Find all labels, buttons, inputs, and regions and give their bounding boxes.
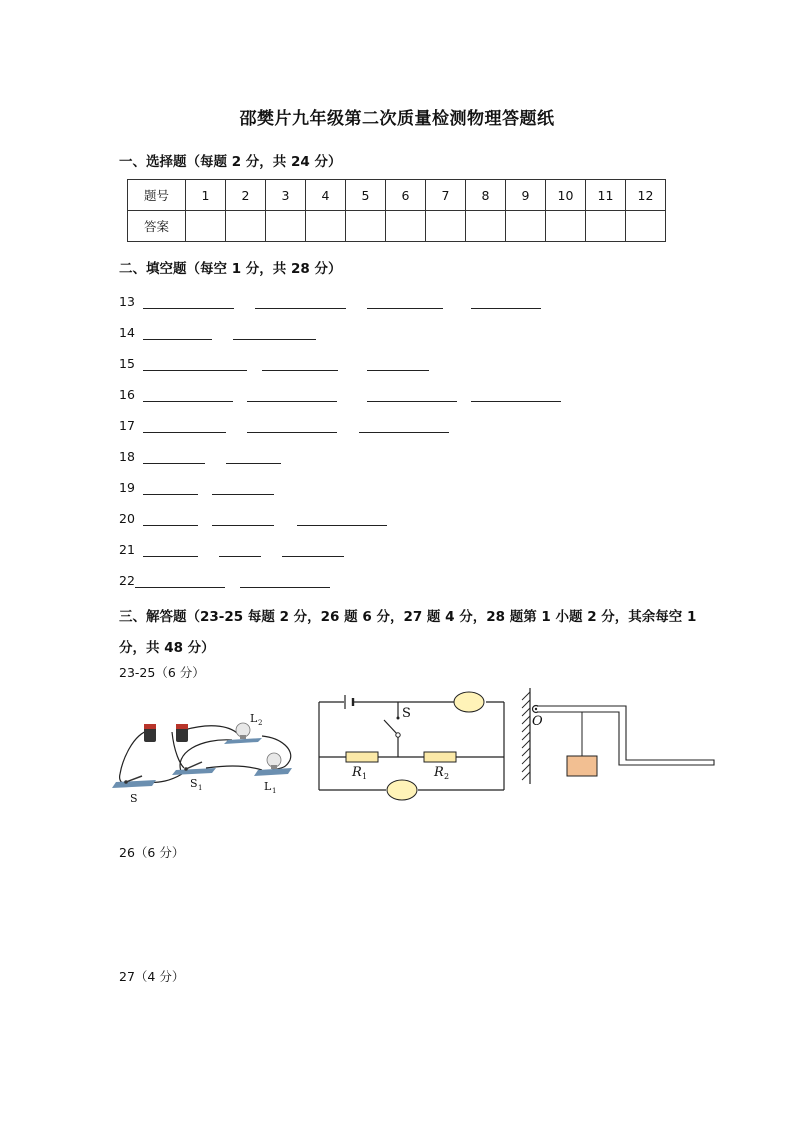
fill-blank[interactable] — [219, 556, 261, 557]
question-number: 21 — [119, 542, 135, 557]
fill-blank[interactable] — [367, 401, 457, 402]
label-l1: L — [264, 780, 272, 793]
fill-blank[interactable] — [212, 525, 274, 526]
resistor-r2-icon — [424, 752, 456, 762]
label-switch-s: S — [402, 706, 411, 721]
table-row-numbers — [128, 180, 666, 211]
fill-blank[interactable] — [367, 370, 429, 371]
bent-rod — [538, 706, 714, 765]
question-26-label: 26（6 分） — [119, 845, 185, 860]
fill-blank[interactable] — [367, 308, 443, 309]
table-cell-number: 6 — [386, 180, 426, 211]
table-cell-number: 10 — [546, 180, 586, 211]
fill-blank[interactable] — [143, 401, 233, 402]
fill-blank[interactable] — [143, 525, 198, 526]
answer-cell[interactable] — [306, 211, 346, 242]
fill-blank[interactable] — [143, 463, 205, 464]
label-l1-subscript: 1 — [272, 787, 277, 795]
answer-cell[interactable] — [226, 211, 266, 242]
fill-blank[interactable] — [143, 308, 234, 309]
answer-cell[interactable] — [386, 211, 426, 242]
table-cell-number: 3 — [266, 180, 306, 211]
label-s1: S — [190, 777, 198, 790]
switch-pivot-icon — [397, 717, 400, 720]
fill-blank[interactable] — [282, 556, 344, 557]
battery-symbol-icon — [345, 695, 353, 709]
answer-cell[interactable] — [426, 211, 466, 242]
switch-s1-icon — [172, 762, 216, 775]
question-number: 13 — [119, 294, 135, 309]
table-cell-number: 9 — [506, 180, 546, 211]
section-fill-heading: 二、填空题（每空 1 分，共 28 分） — [119, 261, 342, 277]
question-number: 14 — [119, 325, 135, 340]
battery-icon — [176, 724, 188, 742]
section-solve-heading-line2: 分，共 48 分） — [119, 640, 215, 656]
question-number: 22 — [119, 573, 135, 588]
answer-table — [127, 179, 666, 242]
meter-bottom-icon — [387, 780, 417, 800]
table-cell-number: 8 — [466, 180, 506, 211]
fill-blank[interactable] — [262, 370, 338, 371]
label-r1: R — [352, 765, 362, 780]
label-s1-subscript: 1 — [198, 784, 203, 792]
fill-blank[interactable] — [247, 401, 337, 402]
question-number: 15 — [119, 356, 135, 371]
answer-cell[interactable] — [586, 211, 626, 242]
fill-blank[interactable] — [233, 339, 316, 340]
question-number: 19 — [119, 480, 135, 495]
bulb-l2-icon — [224, 723, 262, 744]
answer-cell[interactable] — [186, 211, 226, 242]
answer-cell[interactable] — [346, 211, 386, 242]
fill-blank[interactable] — [247, 432, 337, 433]
fill-blank[interactable] — [143, 432, 226, 433]
lever-diagram-figure — [516, 688, 720, 788]
section-solve-heading-line1: 三、解答题（23-25 每题 2 分，26 题 6 分，27 题 4 分，28 题第 1 小题 2 分，其余每空 1 — [119, 609, 697, 625]
switch-contact-icon — [396, 733, 400, 737]
question-23-25-label: 23-25（6 分） — [119, 665, 205, 680]
fill-blank[interactable] — [297, 525, 387, 526]
label-r2-subscript: 2 — [444, 772, 450, 781]
hanging-weight — [567, 756, 597, 776]
fill-blank[interactable] — [240, 587, 330, 588]
fill-blank[interactable] — [143, 339, 212, 340]
fill-blank[interactable] — [212, 494, 274, 495]
meter-top-icon — [454, 692, 484, 712]
table-cell-number: 12 — [626, 180, 666, 211]
question-number: 20 — [119, 511, 135, 526]
fill-blank[interactable] — [143, 494, 198, 495]
page-title: 邵樊片九年级第二次质量检测物理答题纸 — [239, 109, 555, 129]
fill-blank[interactable] — [471, 401, 561, 402]
table-cell-number: 11 — [586, 180, 626, 211]
wall-hatch — [522, 692, 530, 780]
label-l2-subscript: 2 — [258, 719, 263, 727]
fill-blank[interactable] — [471, 308, 541, 309]
label-r2: R — [434, 765, 444, 780]
fill-blank[interactable] — [226, 463, 281, 464]
answer-cell[interactable] — [546, 211, 586, 242]
answer-cell[interactable] — [626, 211, 666, 242]
table-cell-number: 7 — [426, 180, 466, 211]
fill-blank[interactable] — [143, 556, 198, 557]
circuit-photo-figure — [112, 712, 302, 804]
answer-cell[interactable] — [266, 211, 306, 242]
switch-s-icon — [112, 776, 156, 788]
label-l2: L — [250, 712, 258, 725]
resistor-r1-icon — [346, 752, 378, 762]
question-number: 17 — [119, 418, 135, 433]
question-27-label: 27（4 分） — [119, 969, 185, 984]
table-header-number: 题号 — [128, 180, 186, 211]
battery-icon — [144, 724, 156, 742]
question-number: 16 — [119, 387, 135, 402]
answer-cell[interactable] — [506, 211, 546, 242]
answer-cell[interactable] — [466, 211, 506, 242]
fill-blank[interactable] — [143, 370, 247, 371]
label-r1-subscript: 1 — [362, 772, 368, 781]
label-pivot-o: O — [532, 714, 543, 729]
table-cell-number: 5 — [346, 180, 386, 211]
table-row-answers — [128, 211, 666, 242]
table-header-answer: 答案 — [128, 211, 186, 242]
table-cell-number: 2 — [226, 180, 266, 211]
circuit-diagram-figure — [314, 690, 510, 802]
fill-blank[interactable] — [255, 308, 346, 309]
table-cell-number: 4 — [306, 180, 346, 211]
label-s: S — [130, 792, 138, 804]
fill-blank[interactable] — [135, 587, 225, 588]
question-number: 18 — [119, 449, 135, 464]
section-choice-heading: 一、选择题（每题 2 分，共 24 分） — [119, 154, 342, 170]
fill-blank[interactable] — [359, 432, 449, 433]
table-cell-number: 1 — [186, 180, 226, 211]
